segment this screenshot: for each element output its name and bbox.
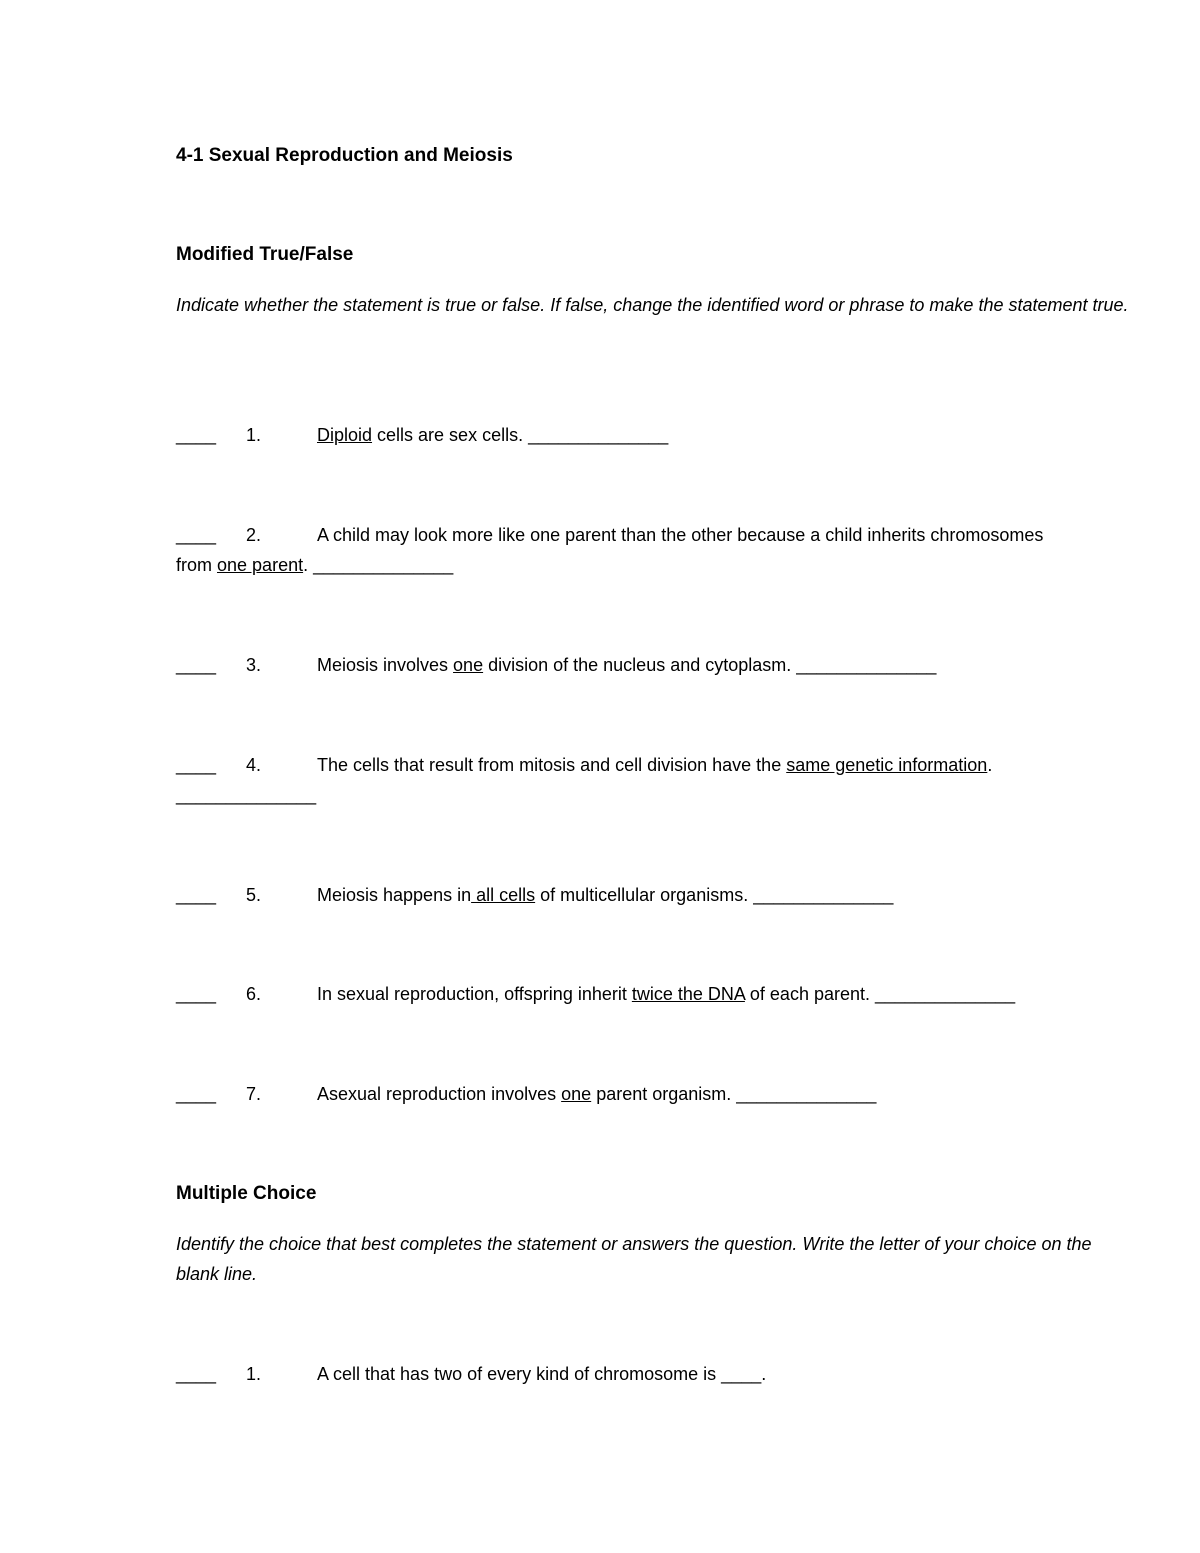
identified-phrase: one [453,655,484,675]
answer-blank[interactable]: ____ [176,984,217,1004]
answer-blank[interactable]: ____ [176,525,217,545]
section-heading-multiple-choice: Multiple Choice [176,1183,317,1204]
question-text: In sexual reproduction, offspring inherit twice the DNA of each parent. ______________ [317,984,1016,1004]
section-instructions-true-false: Indicate whether the statement is true or false. If false, change the identified word or phrase to make the statement true. [176,295,1129,315]
question-number: 3. [246,655,262,675]
identified-phrase: same genetic information [786,755,988,775]
answer-blank[interactable]: ____ [176,425,217,445]
answer-blank[interactable]: ____ [176,655,217,675]
page-title: 4-1 Sexual Reproduction and Meiosis [176,145,513,166]
identified-phrase: Diploid [317,425,373,445]
identified-phrase: one [561,1084,592,1104]
identified-phrase: twice the DNA [631,984,745,1004]
question-number: 7. [246,1084,262,1104]
question-text-continued[interactable]: ______________ [176,785,317,805]
question-text: A child may look more like one parent than the other because a child inherits chromosomes [317,525,1044,545]
question-text: Meiosis involves one division of the nucleus and cytoplasm. ______________ [317,655,937,675]
question-text: Diploid cells are sex cells. ______________ [317,425,669,445]
identified-phrase: all cells [471,885,536,905]
question-text-continued: from one parent. ______________ [176,555,454,575]
question-number: 1. [246,425,262,445]
question-number: 5. [246,885,262,905]
question-text: The cells that result from mitosis and cell division have the same genetic information. [317,755,993,775]
question-number: 2. [246,525,262,545]
question-text: Meiosis happens in all cells of multicellular organisms. ______________ [317,885,894,905]
answer-blank[interactable]: ____ [176,885,217,905]
question-text: Asexual reproduction involves one parent organism. ______________ [317,1084,877,1104]
question-number: 4. [246,755,262,775]
answer-blank[interactable]: ____ [176,1364,217,1384]
section-instructions-multiple-choice: Identify the choice that best completes the statement or answers the question. Write the letter of your choice on the blank line. [176,1234,1092,1284]
question-number: 6. [246,984,262,1004]
answer-blank[interactable]: ____ [176,1084,217,1104]
answer-blank[interactable]: ____ [176,755,217,775]
identified-phrase: one parent [217,555,304,575]
question-text: A cell that has two of every kind of chromosome is ____. [317,1364,767,1384]
section-heading-true-false: Modified True/False [176,244,354,265]
question-number: 1. [246,1364,262,1384]
